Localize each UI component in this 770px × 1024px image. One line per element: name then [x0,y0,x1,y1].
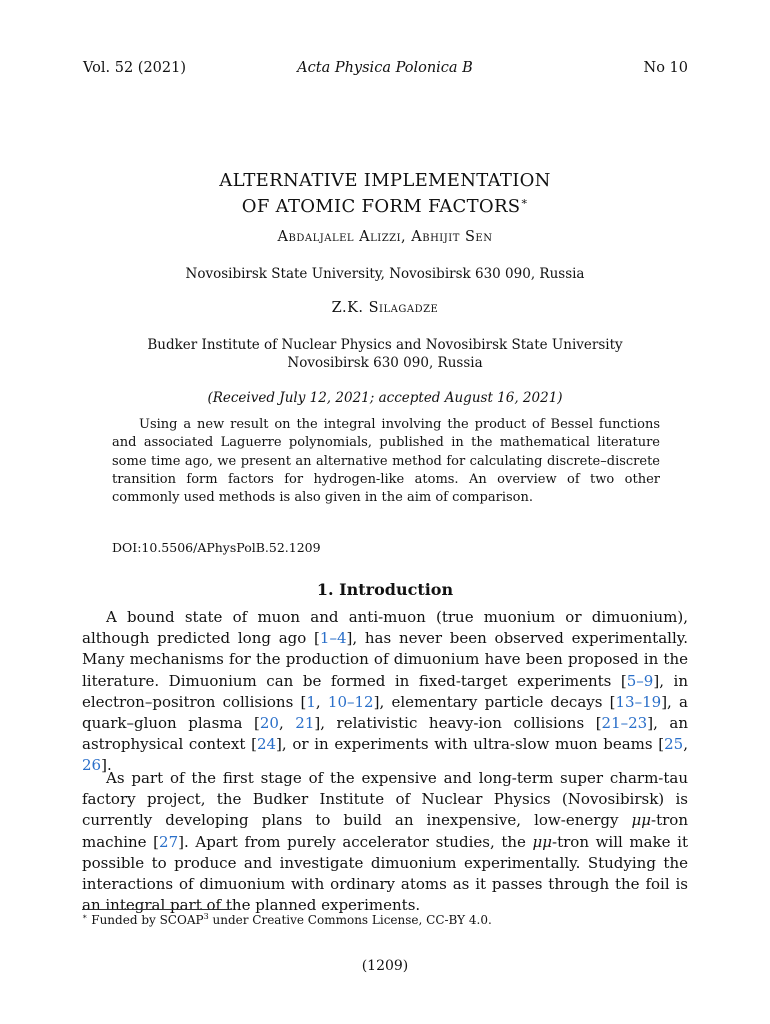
citation-link[interactable]: 1–4 [319,629,347,648]
para-text: , [278,714,296,733]
para-text: -tron will make it possible to produce and investigate dimuonium experimentally. Studying the interactions of dimuonium with ordinary atoms as it passes through the foil is an integral part of the planned experiments. [82,832,689,915]
citation-link[interactable]: 26 [82,756,102,775]
title-line-2 [0,191,770,217]
para-text: ]. Apart from purely accelerator studies, the [178,832,533,851]
section-heading: 1. Introduction [316,580,454,599]
affiliation-2-line-1: Budker Institute of Nuclear Physics and Novosibirsk State University [147,337,623,353]
mu-mu-symbol: μμ [532,832,553,851]
received-dates: (Received July 12, 2021; accepted August 16, 2021) [207,390,563,406]
footnote-text-1: Funded by SCOAP [87,913,204,927]
abstract: Using a new result on the integral involving the product of Bessel functions and associated Laguerre polynomials, published in the mathematical literature some time ago, we present an alternative method for calculating discrete–discrete transition form factors for hydrogen-like atoms. An overview of two other commonly used methods is also given in the aim of comparison. [112,417,660,506]
paper-title [0,170,770,217]
footnote-superscript: 3 [203,912,209,921]
citation-link[interactable]: 21–23 [601,714,648,733]
para-text: -tron machine [ [82,811,688,851]
authors-group-2: Z.K. Silagadze [331,300,439,316]
citation-link[interactable]: 13–19 [615,692,662,711]
citation-link[interactable]: 10–12 [327,692,374,711]
affiliation-1: Novosibirsk State University, Novosibirsk 630 090, Russia [185,266,585,282]
footnote-marker: ∗ [82,912,88,921]
mu-mu-symbol: μμ [631,811,652,830]
para-text: ], an astrophysical context [ [82,714,689,754]
footnote-text-2: under Creative Commons License, CC-BY 4.0. [208,913,492,927]
para-text: ], in electron–positron collisions [ [82,671,688,711]
page-number: (1209) [361,958,409,974]
citation-link[interactable]: 25 [664,735,684,754]
header-journal: Acta Physica Polonica B [297,60,473,76]
para-text: ], relativistic heavy-ion collisions [ [314,714,602,733]
para-text: , [683,735,688,754]
intro-paragraph-2 [82,768,688,916]
citation-link[interactable]: 24 [256,735,277,754]
header-volume: Vol. 52 (2021) [83,60,187,76]
title-line-2-text: OF ATOMIC FORM FACTORS [241,196,521,217]
citation-link[interactable]: 1 [306,692,316,711]
footnote [82,912,492,927]
authors-group-1: Abdaljalel Alizzi, Abhijit Sen [277,229,493,245]
para-text: ], or in experiments with ultra-slow muon beams [ [276,735,665,754]
title-line-1: ALTERNATIVE IMPLEMENTATION [219,170,551,191]
para-text: ]. [101,756,112,775]
citation-link[interactable]: 20 [259,714,279,733]
footnote-rule [82,909,232,910]
citation-link[interactable]: 27 [159,832,179,851]
para-text: A bound state of muon and anti-muon (true muonium or dimuonium), although predicted long ago [ [82,608,688,648]
citation-link[interactable]: 21 [295,714,315,733]
citation-link[interactable]: 5–9 [626,671,654,690]
para-text: As part of the first stage of the expensive and long-term super charm-tau factory project, the Budker Institute of Nuclear Physics (Novosibirsk) is currently developing plans to build an inexpensive, low-energy [82,769,688,830]
para-text: ], has never been observed experimentally. Many mechanisms for the production of dimuonium have been proposed in the literature. Dimuonium can be formed in fixed-target experiments [ [82,629,688,690]
para-text: , [315,692,328,711]
para-text: ], elementary particle decays [ [373,692,616,711]
affiliation-2 [0,336,770,372]
title-footnote-marker[interactable]: ∗ [520,195,529,208]
para-text: ], a quark–gluon plasma [ [82,692,688,733]
affiliation-2-line-2: Novosibirsk 630 090, Russia [287,355,483,371]
intro-paragraph-1 [82,607,688,777]
header-number: No 10 [643,60,688,76]
doi[interactable]: DOI:10.5506/APhysPolB.52.1209 [112,540,321,555]
